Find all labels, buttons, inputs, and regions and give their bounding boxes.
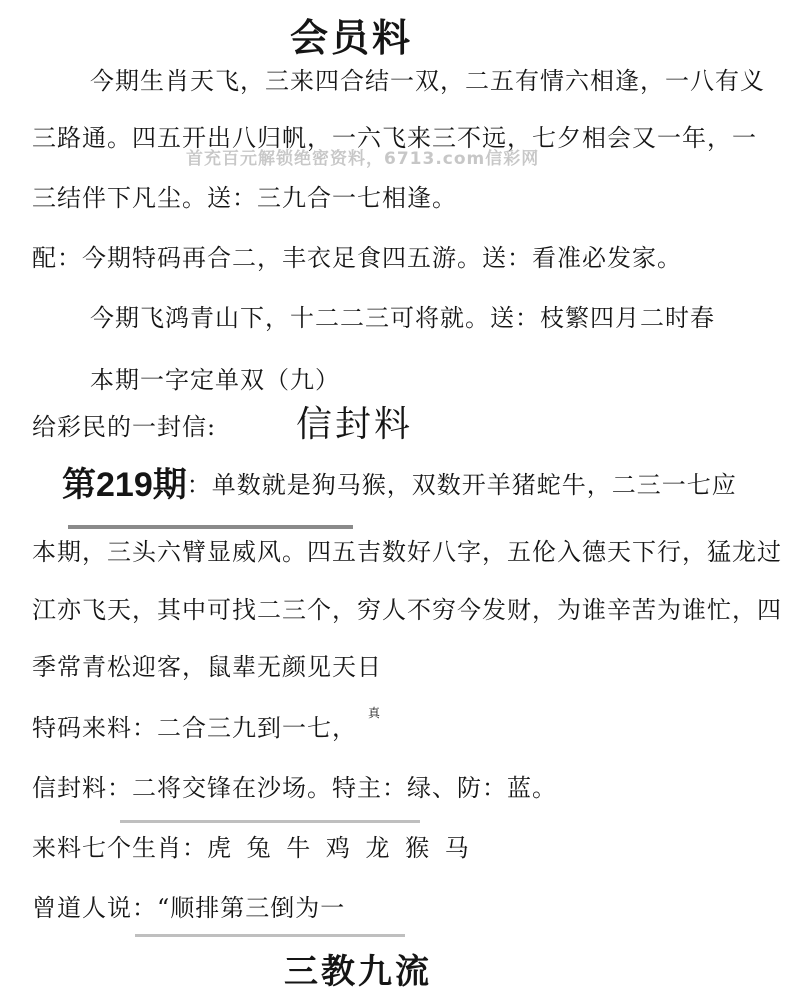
period-line-1 bbox=[62, 466, 737, 504]
scan-artifact-line-2 bbox=[120, 820, 420, 823]
zodiacs-values: 虎 兔 牛 鸡 龙 猴 马 bbox=[207, 834, 473, 862]
poem-line-3: 三结伴下凡尘。送：三九合一七相逢。 bbox=[32, 184, 457, 212]
zodiacs-label: 来料七个生肖： bbox=[32, 834, 207, 862]
period-line-4: 季常青松迎客，鼠辈无颜见天日 bbox=[32, 653, 382, 681]
special-code-line: 特码来料：二合三九到一七， bbox=[32, 714, 357, 742]
member-material-title: 会员料 bbox=[290, 15, 414, 60]
letter-material-title: 信封料 bbox=[296, 404, 414, 445]
poem-line-2: 三路通。四五开出八归帆，一六飞来三不远，七夕相会又一年，一 bbox=[32, 124, 757, 152]
period-line-3: 江亦飞天，其中可找二三个，穷人不穷今发财，为谁辛苦为谁忙，四 bbox=[32, 596, 782, 624]
daoren-line: 曾道人说：“顺排第三倒为一 bbox=[32, 894, 346, 922]
special-code-mark: 真 bbox=[368, 706, 381, 720]
scan-artifact-line bbox=[68, 525, 353, 529]
zodiacs-line bbox=[32, 833, 473, 863]
poem-line-1: 今期生肖天飞，三来四合结一双，二五有情六相逢，一八有义 bbox=[90, 67, 765, 95]
letter-material-line: 信封料：二将交锋在沙场。特主：绿、防：蓝。 bbox=[32, 774, 557, 802]
letter-label: 给彩民的一封信: bbox=[32, 413, 217, 441]
period-line-2: 本期，三头六臂显威风。四五吉数好八字，五伦入德天下行，猛龙过 bbox=[32, 538, 782, 566]
bottom-title: 三教九流 bbox=[284, 952, 432, 992]
scan-artifact-line-3 bbox=[135, 934, 405, 937]
period-text-1: 单数就是狗马猴，双数开羊猪蛇牛，二三一七应 bbox=[211, 471, 737, 499]
watermark-text: 首充百元解锁绝密资料，6713.com信彩网 bbox=[186, 149, 540, 169]
pei-line-2: 今期飞鸿青山下，十二二三可将就。送：枝繁四月二时春 bbox=[90, 304, 715, 332]
period-label: 第219期 bbox=[62, 466, 187, 504]
single-double-line: 本期一字定单双（九） bbox=[90, 366, 340, 394]
pei-line-1: 配：今期特码再合二，丰衣足食四五游。送：看准必发家。 bbox=[32, 244, 682, 272]
period-colon: ： bbox=[186, 471, 212, 499]
